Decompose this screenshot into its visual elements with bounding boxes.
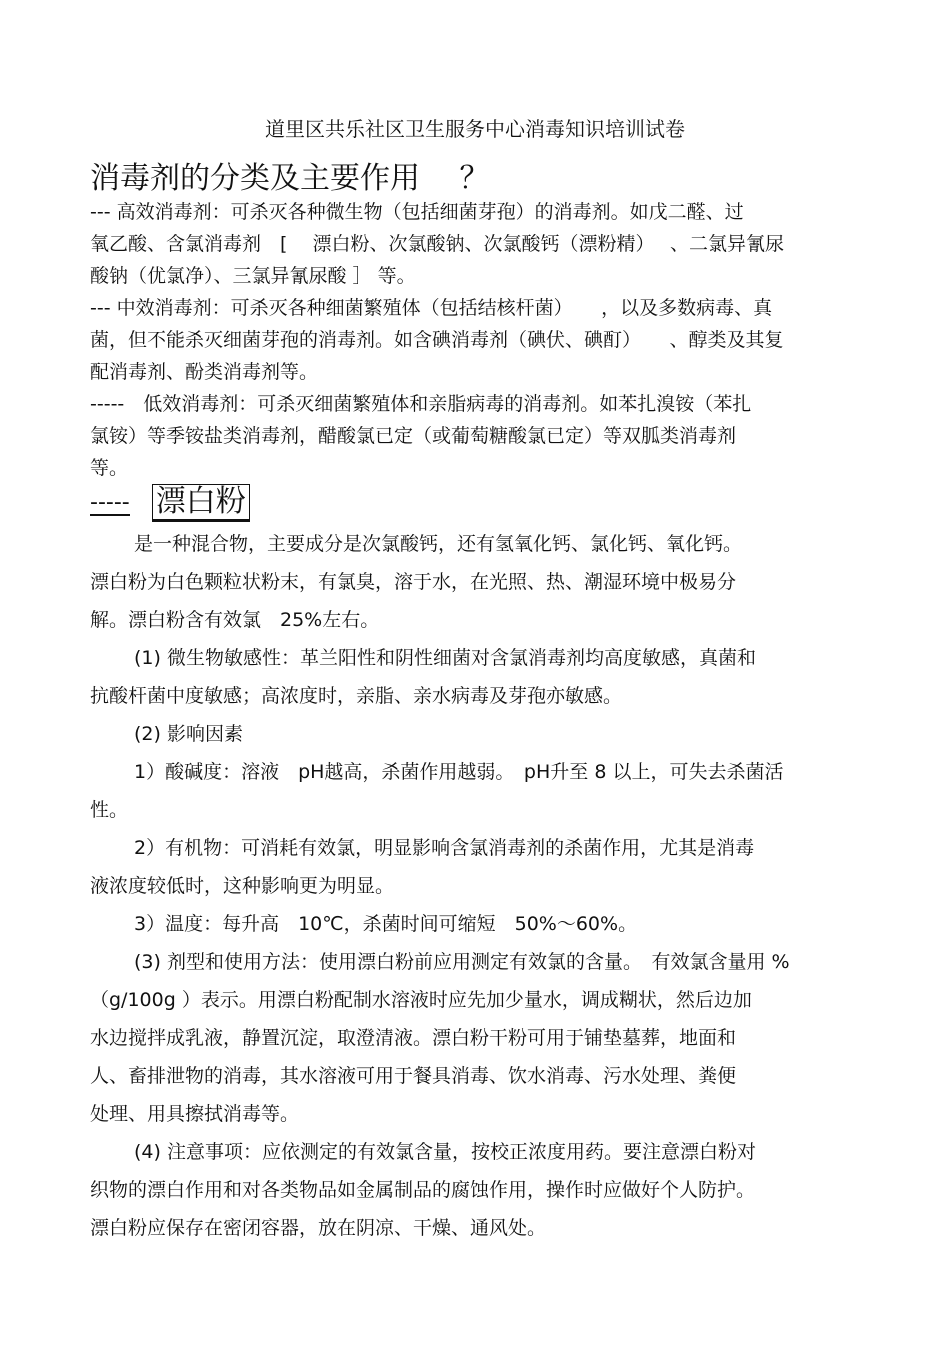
text-line: 解。漂白粉含有效氯 25%左右。 xyxy=(90,609,380,631)
text-line: 3）温度：每升高 10℃，杀菌时间可缩短 50%～60%。 xyxy=(134,913,638,935)
text-line: 人、畜排泄物的消毒，其水溶液可用于餐具消毒、饮水消毒、污水处理、粪便 xyxy=(90,1065,737,1087)
text-line: 2）有机物：可消耗有效氯，明显影响含氯消毒剂的杀菌作用，尤其是消毒 xyxy=(134,837,755,859)
text-line: (4) 注意事项：应依测定的有效氯含量，按校正浓度用药。要注意漂白粉对 xyxy=(134,1141,756,1163)
text-line: 是一种混合物，主要成分是次氯酸钙，还有氢氧化钙、氯化钙、氧化钙。 xyxy=(134,533,743,555)
text-line: 等。 xyxy=(90,457,129,479)
text-line: 漂白粉为白色颗粒状粉末，有氯臭，溶于水，在光照、热、潮湿环境中极易分 xyxy=(90,571,737,593)
text-line: 氯铵）等季铵盐类消毒剂，醋酸氯已定（或葡萄糖酸氯已定）等双胍类消毒剂 xyxy=(90,425,737,447)
text-line: 性。 xyxy=(90,799,129,821)
text-line: (1) 微生物敏感性：革兰阳性和阴性细菌对含氯消毒剂均高度敏感，真菌和 xyxy=(134,647,756,669)
text-line: 水边搅拌成乳液，静置沉淀，取澄清液。漂白粉干粉可用于铺垫墓葬，地面和 xyxy=(90,1027,737,1049)
text-line: 液浓度较低时，这种影响更为明显。 xyxy=(90,875,395,897)
text-line: 抗酸杆菌中度敏感；高浓度时，亲脂、亲水病毒及芽孢亦敏感。 xyxy=(90,685,623,707)
text-line: 氧乙酸、含氯消毒剂 [ 漂白粉、次氯酸钠、次氯酸钙（漂粉精） 、二氯异氰尿 xyxy=(90,233,784,255)
text-line: --- 高效消毒剂：可杀灭各种微生物（包括细菌芽孢）的消毒剂。如戊二醛、过 xyxy=(90,201,744,223)
text-line: 漂白粉应保存在密闭容器，放在阴凉、干燥、通风处。 xyxy=(90,1217,547,1239)
text-line: 配消毒剂、酚类消毒剂等。 xyxy=(90,361,319,383)
subsection-dashes: ----- xyxy=(90,484,130,516)
text-line: 菌，但不能杀灭细菌芽孢的消毒剂。如含碘消毒剂（碘伏、碘酊） 、醇类及其复 xyxy=(90,329,784,351)
text-line: --- 中效消毒剂：可杀灭各种细菌繁殖体（包括结核杆菌） ，以及多数病毒、真 xyxy=(90,297,773,319)
document-title: 道里区共乐社区卫生服务中心消毒知识培训试卷 xyxy=(265,117,685,141)
text-line: 1）酸碱度：溶液 pH越高，杀菌作用越弱。 pH升至 8 以上，可失去杀菌活 xyxy=(134,761,784,783)
section-heading: 消毒剂的分类及主要作用 ？ xyxy=(90,161,490,196)
text-line: (2) 影响因素 xyxy=(134,723,243,745)
text-line: (3) 剂型和使用方法：使用漂白粉前应用测定有效氯的含量。 有效氯含量用 % xyxy=(134,951,790,973)
subsection-title: 漂白粉 xyxy=(152,484,250,522)
text-line: （g/100g ）表示。用漂白粉配制水溶液时应先加少量水，调成糊状，然后边加 xyxy=(90,989,752,1011)
text-line: 处理、用具擦拭消毒等。 xyxy=(90,1103,300,1125)
text-line: 织物的漂白作用和对各类物品如金属制品的腐蚀作用，操作时应做好个人防护。 xyxy=(90,1179,756,1201)
text-line: ----- 低效消毒剂：可杀灭细菌繁殖体和亲脂病毒的消毒剂。如苯扎溴铵（苯扎 xyxy=(90,393,752,415)
text-line: 酸钠（优氯净）、三氯异氰尿酸 ］ 等。 xyxy=(90,265,416,287)
subsection-heading xyxy=(90,484,250,522)
